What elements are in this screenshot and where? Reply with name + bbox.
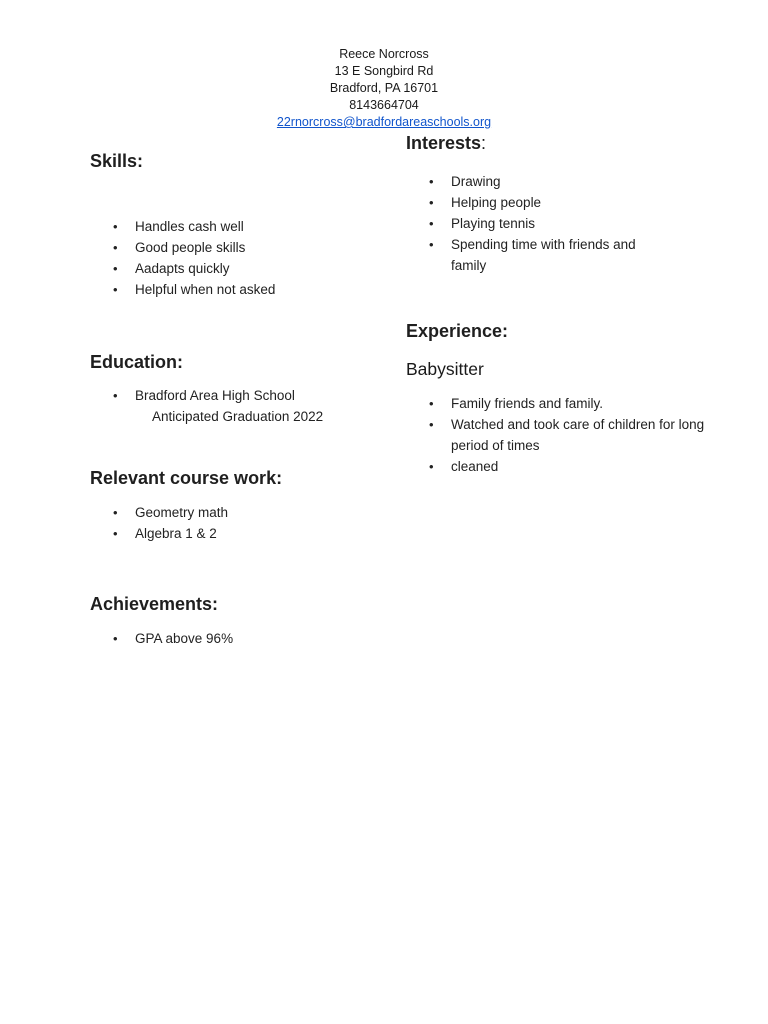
list-item: • Aadapts quickly xyxy=(90,258,390,279)
list-item: • Good people skills xyxy=(90,237,390,258)
list-item: • Family friends and family. xyxy=(406,393,706,414)
email-link[interactable]: 22rnorcross@bradfordareaschools.org xyxy=(276,115,492,129)
list-item xyxy=(90,385,390,427)
coursework-heading: Relevant course work: xyxy=(90,468,283,488)
achievements-list xyxy=(90,628,390,649)
bullet-icon: • xyxy=(113,505,118,520)
bullet-icon: • xyxy=(429,216,434,231)
experience-list xyxy=(406,393,706,477)
list-item: • Spending time with friends and family xyxy=(406,234,651,276)
graduation-date: Anticipated Graduation 2022 xyxy=(152,409,324,424)
address-line-1: 13 E Songbird Rd xyxy=(334,64,434,78)
bullet-icon: • xyxy=(113,282,118,297)
experience-heading: Experience: xyxy=(406,321,509,341)
left-column xyxy=(90,150,390,649)
skills-heading: Skills: xyxy=(90,151,144,171)
list-item: • Drawing xyxy=(406,171,706,192)
bullet-icon: • xyxy=(113,526,118,541)
bullet-icon: • xyxy=(113,388,118,403)
skills-list xyxy=(90,216,390,300)
phone-number: 8143664704 xyxy=(349,98,419,112)
list-item: • Playing tennis xyxy=(406,213,706,234)
bullet-icon: • xyxy=(429,174,434,189)
right-column xyxy=(406,132,706,477)
applicant-name: Reece Norcross xyxy=(339,47,429,61)
job-title: Babysitter xyxy=(406,359,484,379)
bullet-icon: • xyxy=(429,195,434,210)
coursework-list xyxy=(90,502,390,544)
bullet-icon: • xyxy=(113,631,118,646)
list-item: • Handles cash well xyxy=(90,216,390,237)
interests-list xyxy=(406,171,706,276)
list-item: • Watched and took care of children for long period of times xyxy=(406,414,713,456)
list-item: • cleaned xyxy=(406,456,706,477)
bullet-icon: • xyxy=(113,240,118,255)
interests-heading: Interests: xyxy=(406,133,487,153)
list-item: • Helping people xyxy=(406,192,706,213)
education-heading: Education: xyxy=(90,352,183,372)
bullet-icon: • xyxy=(429,417,434,432)
list-item: • Geometry math xyxy=(90,502,390,523)
education-list xyxy=(90,385,390,427)
list-item: • Algebra 1 & 2 xyxy=(90,523,390,544)
list-item: • Helpful when not asked xyxy=(90,279,390,300)
address-line-2: Bradford, PA 16701 xyxy=(329,81,439,95)
bullet-icon: • xyxy=(429,237,434,252)
bullet-icon: • xyxy=(429,459,434,474)
bullet-icon: • xyxy=(113,219,118,234)
bullet-icon: • xyxy=(113,261,118,276)
list-item: • GPA above 96% xyxy=(90,628,390,649)
bullet-icon: • xyxy=(429,396,434,411)
achievements-heading: Achievements: xyxy=(90,594,219,614)
contact-header xyxy=(0,46,768,131)
school-name: Bradford Area High School xyxy=(135,388,295,403)
